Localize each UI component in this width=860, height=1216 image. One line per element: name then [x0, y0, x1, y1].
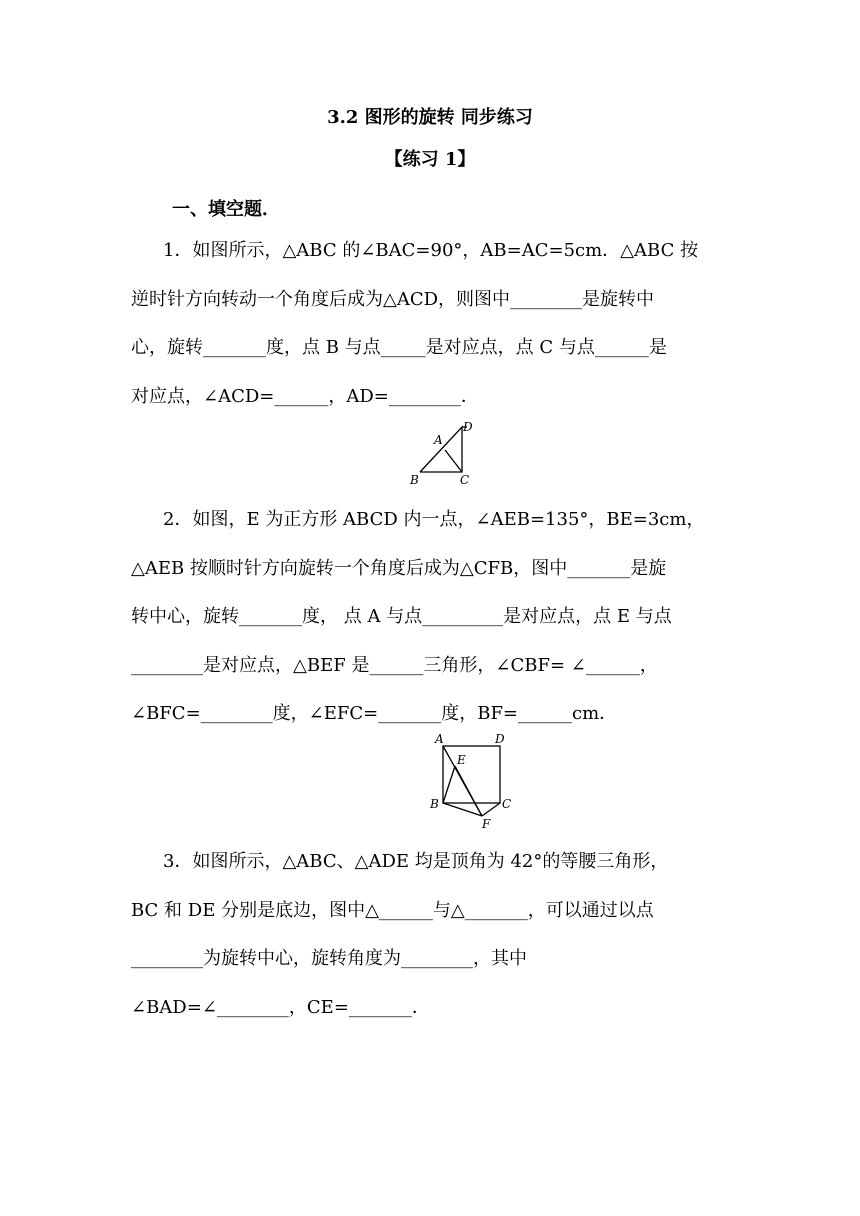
fig2-label-e: E [457, 753, 466, 767]
fig2-label-c: C [502, 797, 512, 811]
section-heading: 一、填空题． [172, 199, 280, 220]
fig2-label-b: B [430, 797, 439, 811]
figure-triangle-rotation [405, 415, 485, 490]
q3-line-2: BC 和 DE 分别是底边，图中△______与△_______，可以通过以点 [131, 899, 654, 921]
q3-line-3-token: 转 [329, 948, 347, 969]
q3-line-3-token: 心 [275, 948, 293, 969]
question-3 [131, 838, 731, 1032]
q2-line-4: ________是对应点，△BEF 是______三角形，∠CBF= ∠______， [131, 654, 658, 676]
segment-cf [482, 803, 500, 816]
q3-line-3 [131, 935, 731, 984]
fig1-label-b: B [410, 473, 419, 487]
q3-line-3-token: 为 [203, 948, 221, 969]
square-abcd [443, 746, 500, 803]
fig1-label-a: A [434, 433, 443, 447]
figure-square-rotation [425, 728, 525, 832]
fig2-label-f: F [482, 817, 491, 831]
q3-line-3-token: 其 [491, 948, 509, 969]
q3-line-3-token: 中 [509, 948, 527, 969]
q3-line-3-token: ， [293, 948, 311, 969]
q3-line-3-token: 角 [347, 948, 365, 969]
q3-line-3-token: 转 [239, 948, 257, 969]
segment-ac [445, 450, 462, 472]
q3-line-3-token: 旋 [221, 948, 239, 969]
q3-line-3-token: ________ [401, 948, 473, 969]
q1-line-4: 对应点，∠ACD=______，AD=________． [131, 385, 479, 407]
question-2 [131, 496, 731, 739]
fig1-label-d: D [463, 420, 473, 434]
q3-line-1: 3．如图所示，△ABC、△ADE 均是顶角为 42°的等腰三角形， [163, 851, 669, 872]
q1-line-3: 心，旋转_______度，点 B 与点_____是对应点，点 C 与点______是 [131, 337, 667, 358]
q3-line-3-token: 为 [383, 948, 401, 969]
q3-line-3-token: 度 [365, 948, 383, 969]
q1-line-1: 1．如图所示，△ABC 的∠BAC=90°，AB=AC=5cm．△ABC 按 [163, 240, 699, 261]
q2-line-1: 2．如图，E 为正方形 ABCD 内一点，∠AEB=135°，BE=3cm， [163, 509, 705, 530]
fig2-label-d: D [495, 732, 505, 746]
q1-line-2: 逆时针方向转动一个角度后成为△ACD，则图中________是旋转中 [131, 288, 655, 310]
q3-line-3-token: ________ [131, 948, 203, 969]
question-1 [131, 227, 731, 421]
q2-line-5: ∠BFC=________度，∠EFC=_______度，BF=______cm． [131, 703, 618, 724]
fig2-label-a: A [435, 732, 444, 746]
exercise-label: 【练习 1】 [384, 149, 476, 170]
q2-line-2: △AEB 按顺时针方向旋转一个角度后成为△CFB，图中_______是旋 [131, 557, 667, 579]
segment-be [443, 766, 455, 803]
q2-line-3: 转中心，旋转_______度， 点 A 与点_________是对应点，点 E 与点 [131, 606, 672, 627]
q3-line-3-token: ， [473, 948, 491, 969]
fig1-label-c: C [460, 473, 470, 487]
q3-line-4: ∠BAD=∠________，CE=_______． [131, 996, 430, 1018]
q3-line-3-token: 旋 [311, 948, 329, 969]
q3-line-3-token: 中 [257, 948, 275, 969]
page-title: 3.2 图形的旋转 同步练习 [327, 107, 533, 128]
